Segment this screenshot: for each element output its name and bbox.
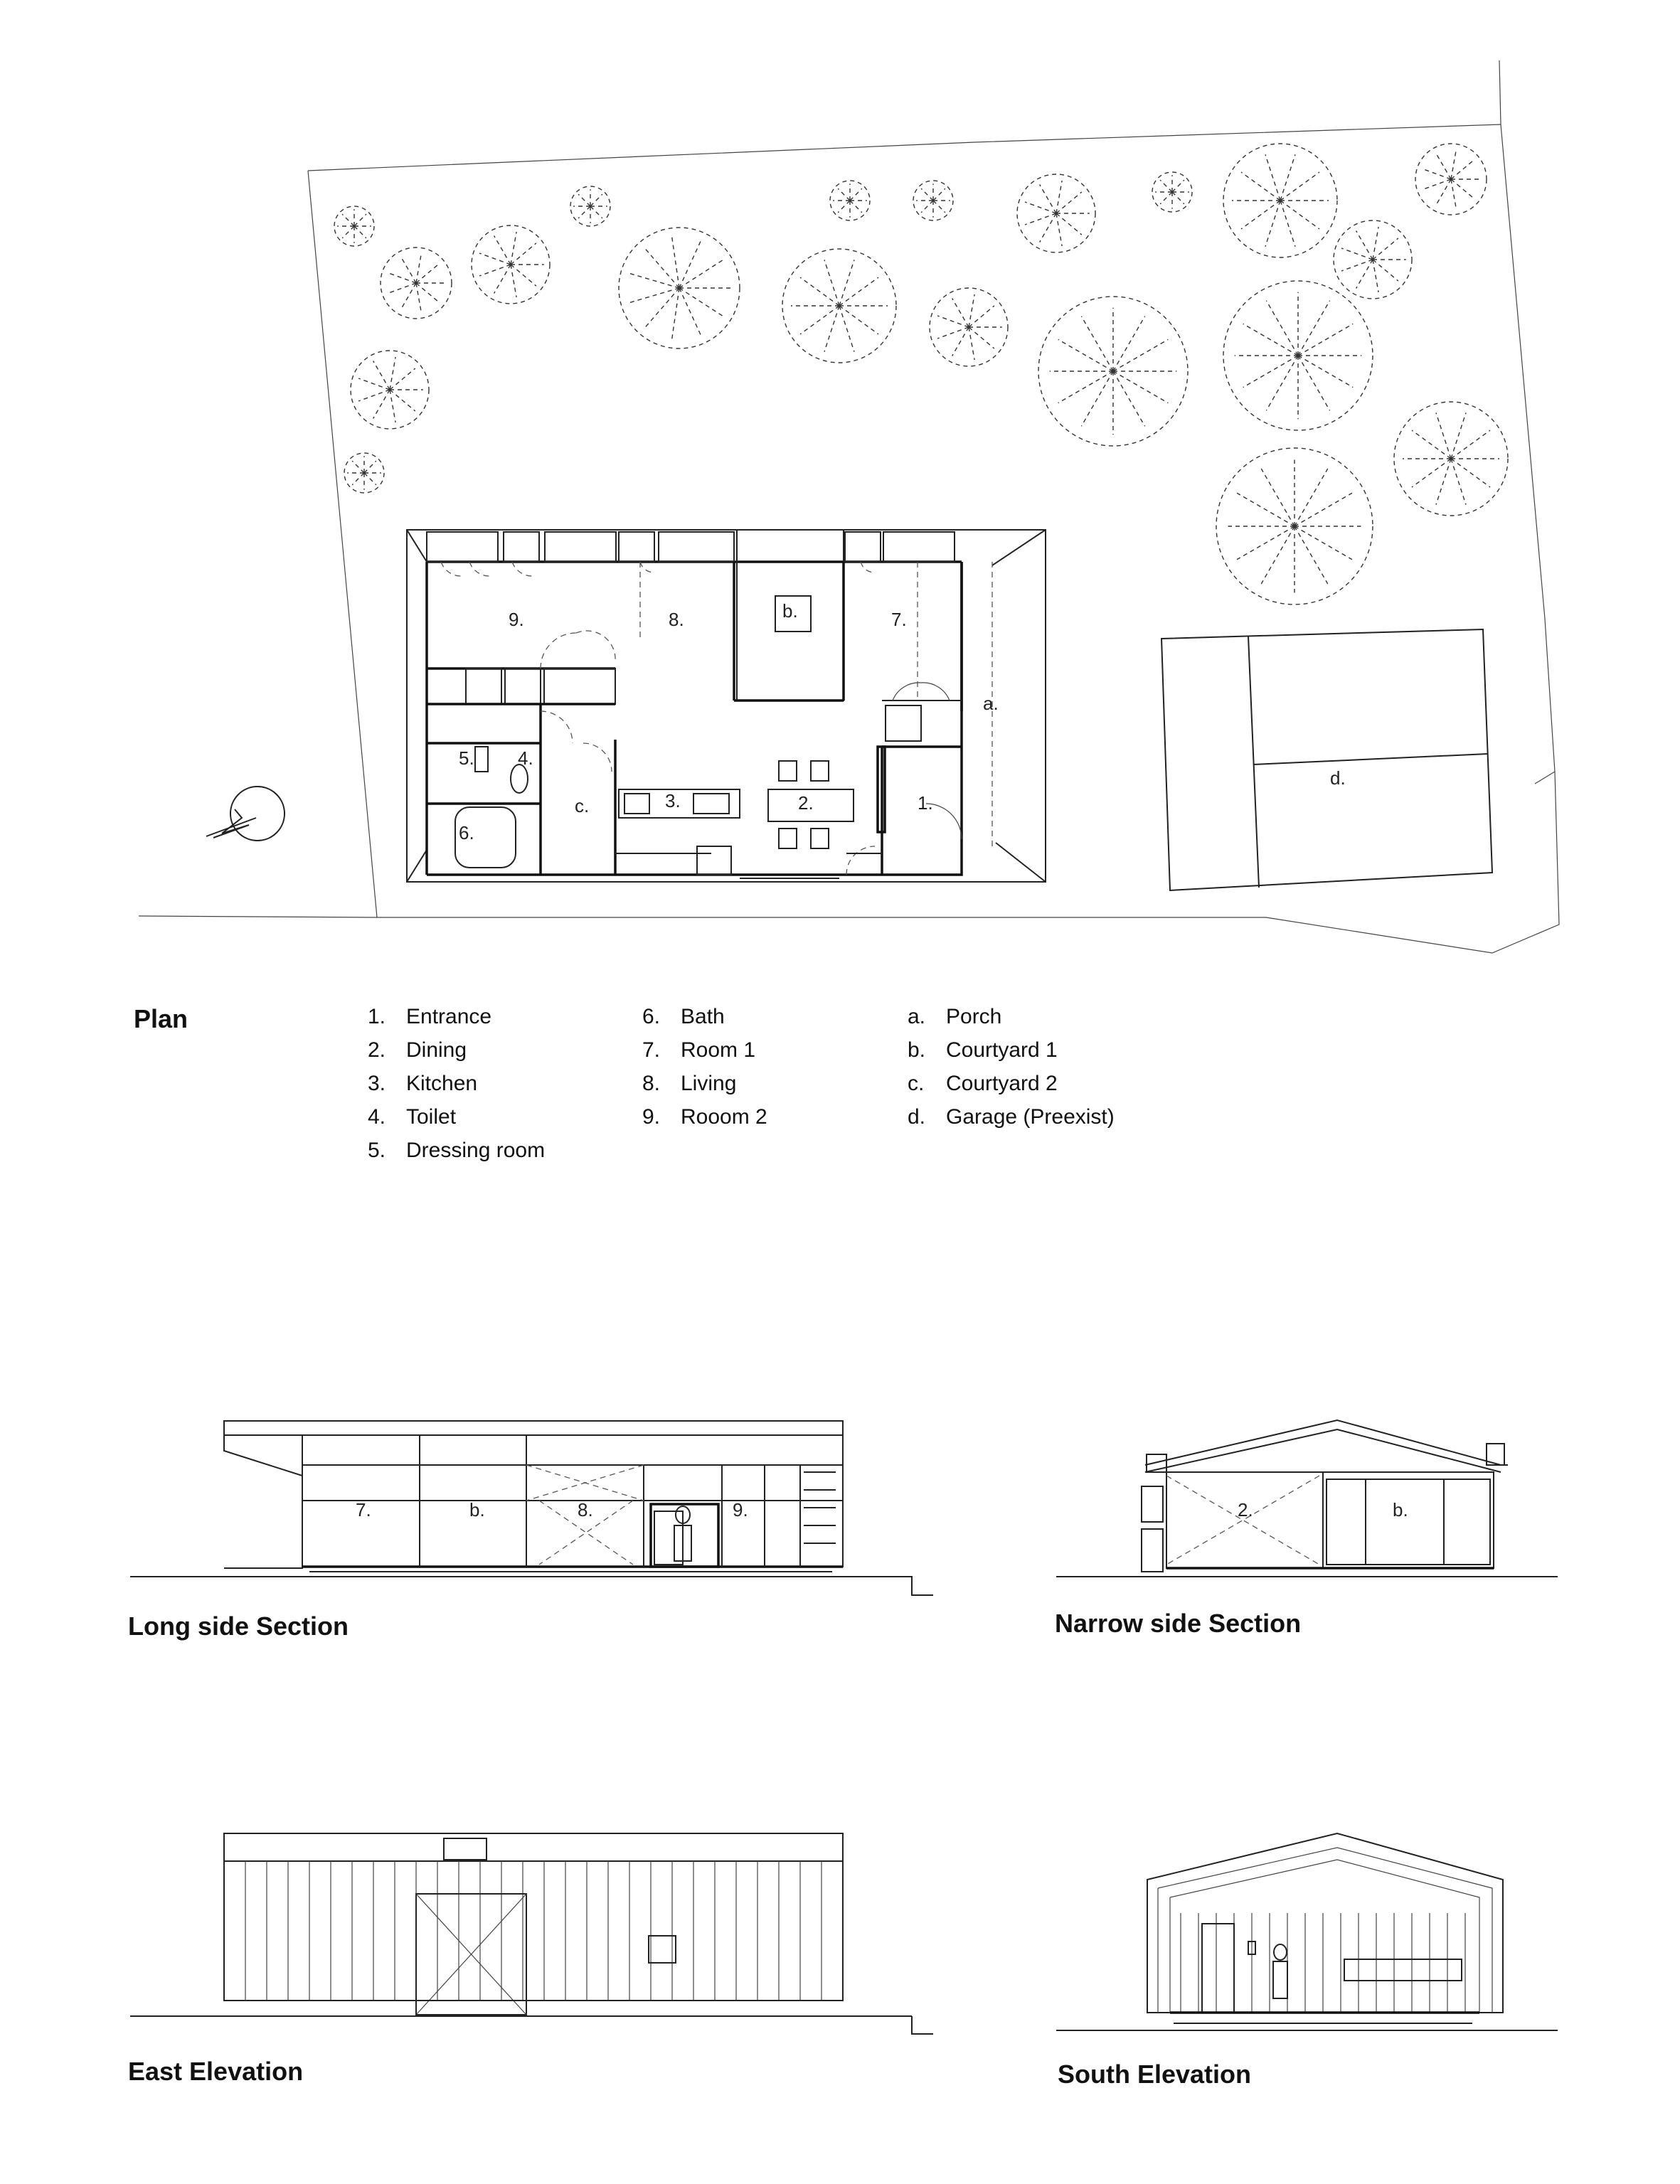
- legend-column-2: [642, 1000, 767, 1134]
- east-elevation: [130, 1833, 933, 2034]
- legend-item: 1. Entrance: [368, 1005, 492, 1028]
- tree-icon: [1152, 172, 1192, 212]
- plan-label-7: 7.: [891, 609, 907, 630]
- long-section-label-9: 9.: [733, 1499, 748, 1520]
- tree-icon: [334, 206, 374, 246]
- legend-item: c. Courtyard 2: [908, 1072, 1058, 1095]
- narrow-section-label-2: 2.: [1238, 1499, 1253, 1520]
- legend-column-3: [908, 1000, 1115, 1134]
- tree-icon: [1415, 144, 1487, 215]
- long-section-title: Long side Section: [128, 1612, 349, 1641]
- tree-icon: [570, 186, 610, 226]
- tree-icon: [1223, 144, 1337, 257]
- tree-icon: [782, 249, 896, 363]
- plan-label-4: 4.: [518, 747, 533, 769]
- plan-label-5: 5.: [459, 747, 474, 769]
- tree-icon: [1223, 281, 1373, 430]
- house-floor-plan: [407, 530, 1046, 882]
- tree-icon: [1394, 402, 1508, 516]
- plan-label-8: 8.: [669, 609, 684, 630]
- east-elevation-title: East Elevation: [128, 2057, 304, 2086]
- tree-icon: [1334, 220, 1412, 299]
- plan-title: Plan: [134, 1004, 188, 1033]
- tree-icon: [472, 225, 550, 304]
- south-elevation-title: South Elevation: [1058, 2060, 1252, 2089]
- section-room-labels: [356, 1499, 1408, 1520]
- narrow-side-section: [1056, 1420, 1558, 1577]
- plan-label-3: 3.: [665, 790, 681, 811]
- narrow-section-label-b: b.: [1393, 1499, 1408, 1520]
- tree-icon: [381, 247, 452, 319]
- south-elevation: [1056, 1833, 1558, 2030]
- legend-item: 4. Toilet: [368, 1105, 457, 1129]
- tree-icon: [1216, 448, 1373, 604]
- plan-label-a: a.: [983, 693, 999, 714]
- long-section-label-b: b.: [469, 1499, 485, 1520]
- tree-icon: [930, 288, 1008, 366]
- legend-item: 9. Rooom 2: [642, 1105, 767, 1129]
- site-plan: [139, 60, 1559, 953]
- tree-icon: [351, 351, 429, 429]
- tree-icon: [913, 181, 953, 220]
- plan-label-9: 9.: [509, 609, 524, 630]
- legend-item: 5. Dressing room: [368, 1139, 546, 1162]
- tree-icon: [830, 181, 870, 220]
- plan-label-c: c.: [575, 795, 590, 816]
- plan-label-1: 1.: [918, 792, 933, 814]
- legend-item: a. Porch: [908, 1005, 1002, 1028]
- tree-icon: [344, 453, 384, 493]
- trees-group: [334, 144, 1508, 604]
- garage-outline: [1161, 629, 1492, 890]
- narrow-section-title: Narrow side Section: [1055, 1609, 1302, 1638]
- site-boundary: [308, 124, 1559, 953]
- tree-icon: [1038, 297, 1188, 446]
- legend-item: b. Courtyard 1: [908, 1038, 1058, 1062]
- long-side-section: [130, 1421, 933, 1595]
- tree-icon: [619, 228, 740, 348]
- plan-label-6: 6.: [459, 822, 474, 843]
- legend-item: 6. Bath: [642, 1005, 725, 1028]
- legend-item: 3. Kitchen: [368, 1072, 478, 1095]
- legend-column-1: [368, 1000, 545, 1167]
- plan-label-2: 2.: [798, 792, 814, 814]
- legend-item: 2. Dining: [368, 1038, 467, 1062]
- long-section-label-7: 7.: [356, 1499, 371, 1520]
- plan-label-d: d.: [1330, 767, 1346, 789]
- tree-icon: [1017, 174, 1095, 252]
- long-section-label-8: 8.: [578, 1499, 593, 1520]
- north-arrow-icon: [206, 787, 285, 841]
- plan-label-b: b.: [782, 600, 798, 622]
- legend-item: 7. Room 1: [642, 1038, 756, 1062]
- legend-item: d. Garage (Preexist): [908, 1105, 1115, 1129]
- legend-item: 8. Living: [642, 1072, 737, 1095]
